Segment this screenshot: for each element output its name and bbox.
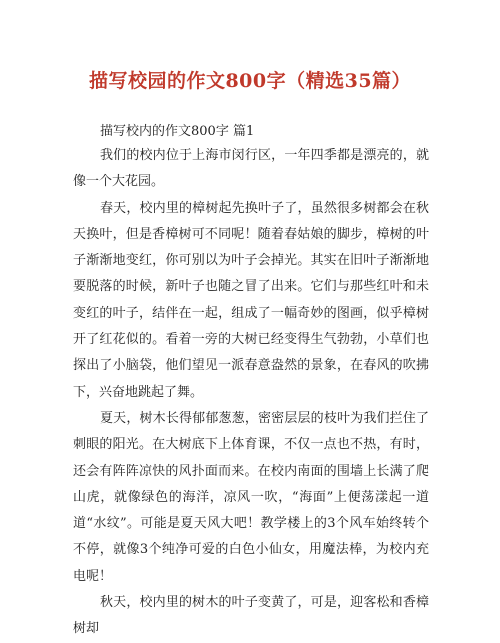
essay-body [73, 143, 429, 643]
document-title: 描写校园的作文800字（精选35篇） [88, 70, 412, 92]
paragraph: 我们的校内位于上海市闵行区，一年四季都是漂亮的，就像一个大花园。 [73, 148, 429, 190]
section-heading: 描写校内的作文800字 篇1 [100, 124, 255, 139]
paragraph: 秋天，校内里的树木的叶子变黄了，可是，迎客松和香樟树却 [73, 595, 429, 637]
paragraph: 春天，校内里的樟树起先换叶子了，虽然很多树都会在秋天换叶，但是香樟树可不同呢！随着春姑娘的脚步，樟树的叶子渐渐地变红，你可别以为叶子会掉光。其实在旧叶子渐渐地要脱落的时候，新叶子也随之冒了出来。它们与那些红叶和未变红的叶子，结伴在一起，组成了一幅奇妙的图画，似乎樟树开了红花似的。看着一旁的大树已经变得生气勃勃，小草们也探出了小脑袋，他们望见一派春意盎然的景象，在春风的吹拂下，兴奋地跳起了舞。 [73, 200, 429, 400]
paragraph: 夏天，树木长得郁郁葱葱，密密层层的枝叶为我们拦住了刺眼的阳光。在大树底下上体育课，不仅一点也不热，有时，还会有阵阵凉快的风扑面而来。在校内南面的围墙上长满了爬山虎，就像绿色的海洋，凉风一吹，“海面”上便荡漾起一道道“水纹”。可能是夏天风大吧！教学楼上的3个风车始终转个不停，就像3个纯净可爱的白色小仙女，用魔法棒，为校内充电呢！ [73, 410, 429, 584]
